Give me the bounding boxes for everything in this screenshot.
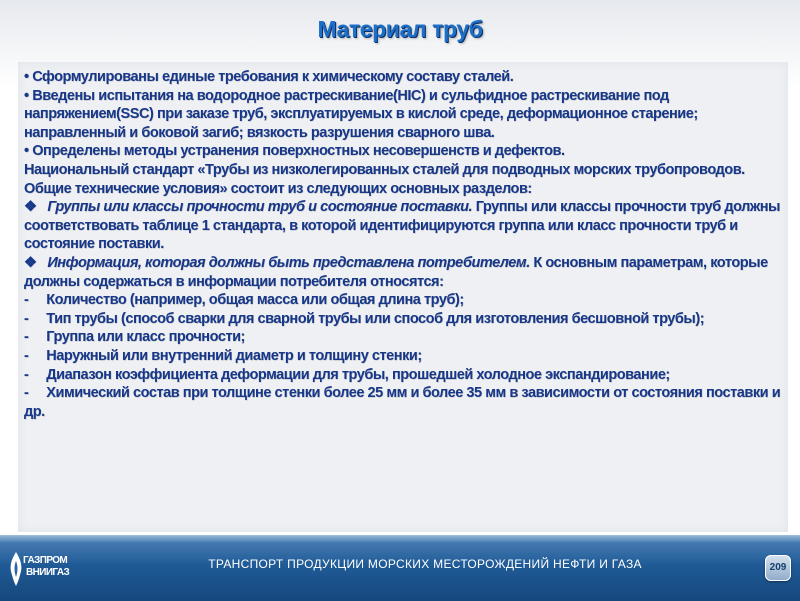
diamond-item [24, 198, 788, 254]
slide-body [24, 68, 788, 421]
dash-item: - Группа или класс прочности; [24, 329, 245, 346]
footer-caption: ТРАНСПОРТ ПРОДУКЦИИ МОРСКИХ МЕСТОРОЖДЕНИЙ НЕФТИ И ГАЗА [208, 557, 642, 571]
slide-title: Материал труб [317, 16, 483, 42]
dash-item-text: Химический состав при толщине стенки более 25 мм и более 35 мм в зависимости от состояния поставки и др. [24, 385, 781, 420]
bullet-line: • Введены испытания на водородное растрескивание(HIC) и сульфидное растрескивание под напряжением(SSC) при заказе труб, эксплуатируемых в кислой среде, деформационное старение; направленный и боковой загиб; вязкость разрушения сварного шва. [24, 87, 698, 141]
footer-highlight [0, 536, 800, 542]
company-logo [8, 547, 78, 593]
dash-item: - Тип трубы (способ сварки для сварной трубы или способ для изготовления бесшовной трубы); [24, 310, 705, 327]
diamond-bullet-icon: ❖ [24, 199, 37, 216]
dash-item-text: Группа или класс прочности; [46, 329, 245, 346]
bullet-line: • Определены методы устранения поверхностных несовершенств и дефектов. [24, 143, 565, 160]
paragraph: Национальный стандарт «Трубы из низколегированных сталей для подводных морских трубопроводов. Общие технические условия» состоит из следующих основных разделов: [24, 161, 745, 197]
dash-item: - Химический состав при толщине стенки более 25 мм и более 35 мм в зависимости от состояния поставки и др. [24, 385, 781, 420]
diamond-item-lead: Группы или классы прочности труб и состояние поставки. [47, 199, 473, 216]
dash-item: - Количество (например, общая масса или общая длина труб); [24, 292, 464, 309]
dash-item-text: Количество (например, общая масса или общая длина труб); [46, 292, 464, 309]
diamond-item-lead: Информация, которая должны быть представлена потребителем. [47, 254, 530, 271]
dash-item-text: Тип трубы (способ сварки для сварной трубы или способ для изготовления бесшовной трубы); [46, 310, 705, 327]
dash-item-text: Наружный или внутренний диаметр и толщину стенки; [46, 347, 422, 364]
diamond-item-text: К основным параметрам, которые должны содержаться в информации потребителя относятся: [24, 254, 768, 290]
logo-text-bottom: ВНИИГАЗ [26, 567, 70, 578]
dash-item: - Наружный или внутренний диаметр и толщину стенки; [24, 347, 422, 364]
bullet-line: • Сформулированы единые требования к химическому составу сталей. [24, 69, 514, 85]
dash-item-text: Диапазон коэффициента деформации для трубы, прошедшей холодное экспандирование; [46, 366, 670, 383]
diamond-item [24, 254, 788, 291]
page-number: 209 [765, 555, 791, 581]
diamond-item-text: Группы или классы прочности труб должны соответствовать таблице 1 стандарта, в которой идентифицируются группа или класс прочности труб и состояние поставки. [24, 199, 780, 253]
dash-item: - Диапазон коэффициента деформации для трубы, прошедшей холодное экспандирование; [24, 366, 670, 383]
flame-icon [8, 551, 24, 587]
diamond-bullet-icon: ❖ [24, 254, 37, 271]
logo-text-top: ГАЗПРОМ [23, 555, 68, 566]
